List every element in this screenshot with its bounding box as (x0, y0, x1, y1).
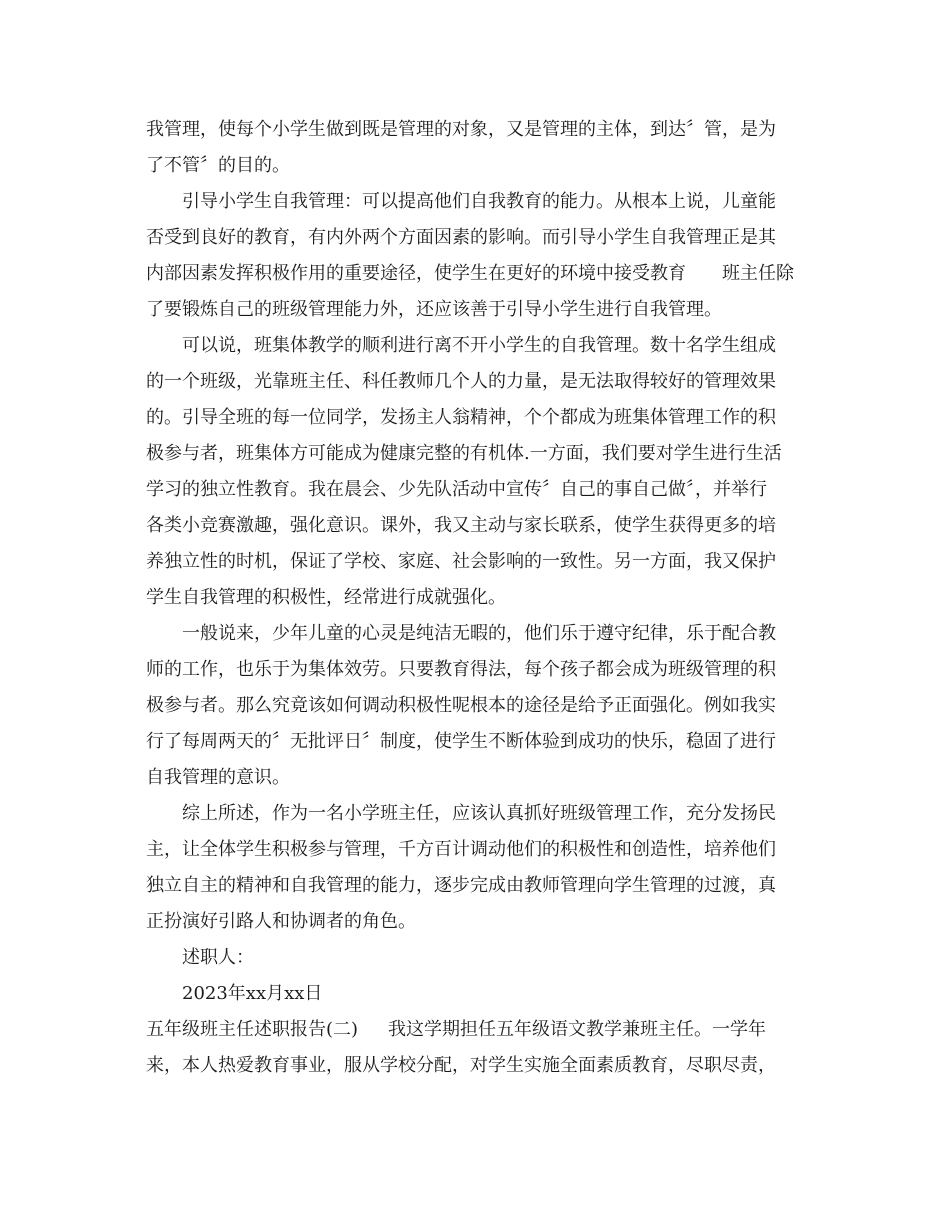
text-line: 我管理，使每个小学生做到既是管理的对象，又是管理的主体，到达〞管，是为 (146, 119, 776, 140)
text-line: 正扮演好引路人和协调者的角色。 (146, 911, 416, 932)
text-line: 极参与者。那么究竟该如何调动积极性呢根本的途径是给予正面强化。例如我实 (146, 695, 776, 716)
text-line: 了不管〞的目的。 (146, 155, 290, 176)
text-line: 学习的独立性教育。我在晨会、少先队活动中宣传〞自己的事自己做〞，并举行 (146, 479, 767, 500)
section-heading-line (146, 1015, 816, 1045)
text-line: 了要锻炼自己的班级管理能力外，还应该善于引导小学生进行自我管理。 (146, 299, 722, 320)
paragraph-start: 我这学期担任五年级语文教学兼班主任。一学年 (388, 1019, 767, 1040)
signature-label: 述职人： (182, 947, 254, 968)
text-line: 内部因素发挥积极作用的重要途径，使学生在更好的环境中接受教育 班主任除 (146, 263, 794, 284)
paragraph-start: 引导小学生自我管理：可以提高他们自我教育的能力。从根本上说，儿童能 (182, 191, 776, 212)
text-line: 行了每周两天的〞无批评日〞制度，使学生不断体验到成功的快乐，稳固了进行 (146, 731, 776, 752)
text-line: 自我管理的意识。 (146, 767, 290, 788)
paragraph-start: 可以说，班集体教学的顺利进行离不开小学生的自我管理。数十名学生组成 (182, 335, 776, 356)
text-line: 学生自我管理的积极性，经常进行成就强化。 (146, 587, 506, 608)
text-line: 各类小竞赛激趣，强化意识。课外，我又主动与家长联系，使学生获得更多的培 (146, 515, 776, 536)
text-line: 的一个班级，光靠班主任、科任教师几个人的力量，是无法取得较好的管理效果 (146, 371, 776, 392)
text-line: 独立自主的精神和自我管理的能力，逐步完成由教师管理向学生管理的过渡，真 (146, 875, 776, 896)
text-line: 养独立性的时机，保证了学校、家庭、社会影响的一致性。另一方面，我又保护 (146, 551, 776, 572)
paragraph-start: 综上所述，作为一名小学班主任，应该认真抓好班级管理工作，充分发扬民 (182, 803, 776, 824)
text-line: 来，本人热爱教育事业，服从学校分配，对学生实施全面素质教育，尽职尽责， (146, 1055, 776, 1076)
paragraph-start: 一般说来，少年儿童的心灵是纯洁无暇的，他们乐于遵守纪律，乐于配合教 (182, 623, 776, 644)
text-line: 师的工作，也乐于为集体效劳。只要教育得法，每个孩子都会成为班级管理的积 (146, 659, 776, 680)
section-heading: 五年级班主任述职报告(二) (146, 1019, 359, 1040)
date-line: 2023年xx月xx日 (182, 983, 323, 1004)
text-line: 主，让全体学生积极参与管理，千方百计调动他们的积极性和创造性，培养他们 (146, 839, 776, 860)
text-line: 否受到良好的教育，有内外两个方面因素的影响。而引导小学生自我管理正是其 (146, 227, 776, 248)
text-line: 的。引导全班的每一位同学，发扬主人翁精神，个个都成为班集体管理工作的积 (146, 407, 776, 428)
text-line: 极参与者，班集体方可能成为健康完整的有机体.一方面，我们要对学生进行生活 (146, 443, 782, 464)
